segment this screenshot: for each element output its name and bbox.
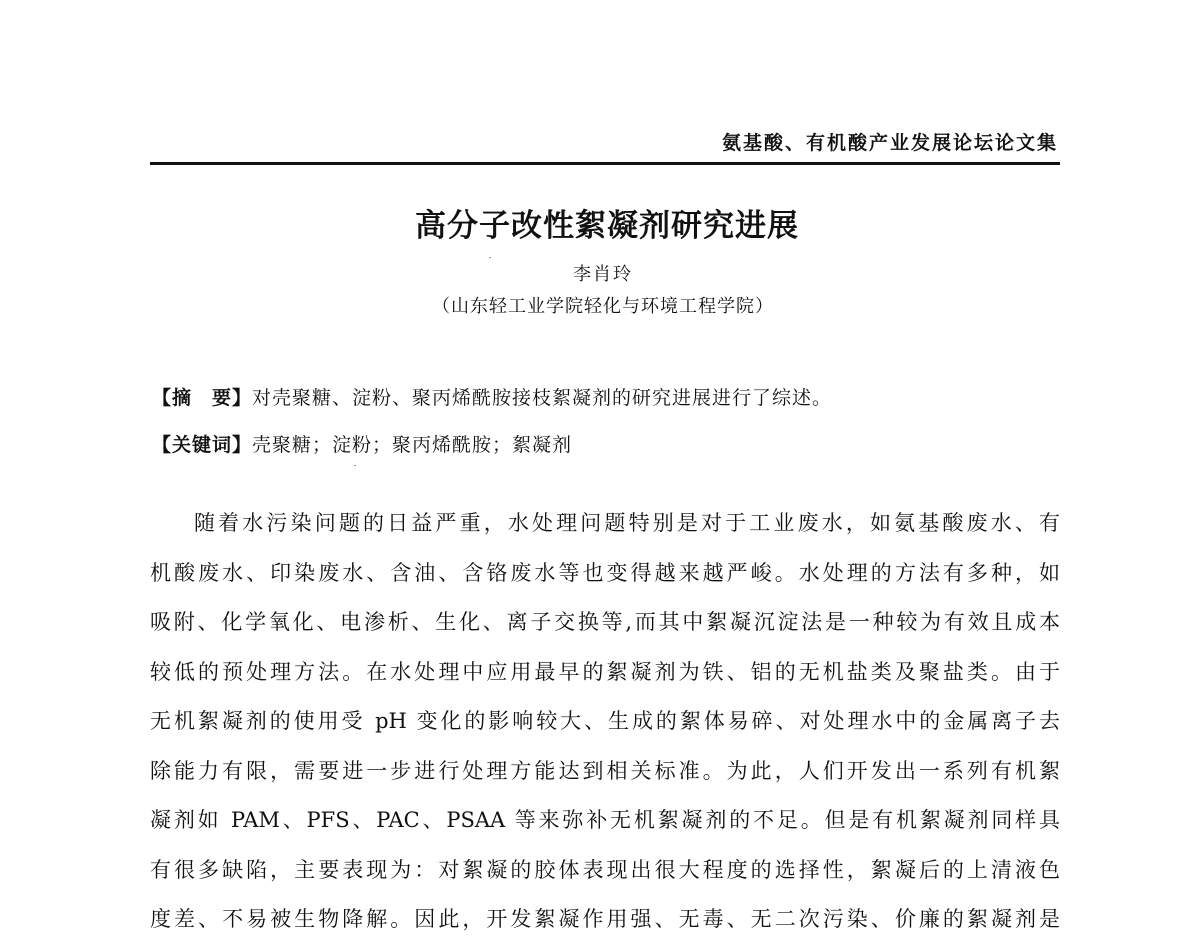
keywords-label: 【关键词】 (152, 434, 253, 456)
running-header: 氨基酸、有机酸产业发展论坛论文集 (721, 132, 1058, 154)
abstract-label: 【摘 要】 (152, 387, 253, 409)
body-line: 凝剂如 PAM、PFS、PAC、PSAA 等来弥补无机絮凝剂的不足。但是有机絮凝剂同样具 (150, 808, 1060, 832)
body-paragraph (150, 499, 1060, 945)
abstract-line (152, 383, 832, 410)
body-line: 较低的预处理方法。在水处理中应用最早的絮凝剂为铁、铝的无机盐类及聚盐类。由于 (150, 659, 1060, 684)
body-line: 除能力有限，需要进一步进行处理方能达到相关标准。为此，人们开发出一系列有机絮 (150, 758, 1060, 783)
keywords-line (152, 430, 572, 457)
header-rule (150, 162, 1060, 165)
body-line: 无机絮凝剂的使用受 pH 变化的影响较大、生成的絮体易碎、对处理水中的金属离子去 (150, 709, 1060, 733)
paper-title: 高分子改性絮凝剂研究进展 (415, 208, 799, 244)
scan-speck (489, 257, 491, 258)
body-line: 机酸废水、印染废水、含油、含铬废水等也变得越来越严峻。水处理的方法有多种，如 (150, 560, 1060, 585)
scan-speck (354, 465, 356, 466)
author-name: 李肖玲 (573, 264, 633, 285)
body-line: 随着水污染问题的日益严重，水处理问题特别是对于工业废水，如氨基酸废水、有 (194, 511, 1060, 535)
body-line: 度差、不易被生物降解。因此，开发絮凝作用强、无毒、无二次污染、价廉的絮凝剂是 (150, 907, 1060, 931)
body-line: 有很多缺陷，主要表现为：对絮凝的胶体表现出很大程度的选择性，絮凝后的上清液色 (150, 857, 1060, 882)
body-line: 吸附、化学氧化、电渗析、生化、离子交换等,而其中絮凝沉淀法是一种较为有效且成本 (150, 610, 1060, 634)
keywords-text: 壳聚糖；淀粉；聚丙烯酰胺；絮凝剂 (252, 434, 573, 456)
author-affiliation: （山东轻工业学院轻化与环境工程学院） (432, 296, 774, 317)
abstract-text: 对壳聚糖、淀粉、聚丙烯酰胺接枝絮凝剂的研究进展进行了综述。 (252, 387, 833, 409)
